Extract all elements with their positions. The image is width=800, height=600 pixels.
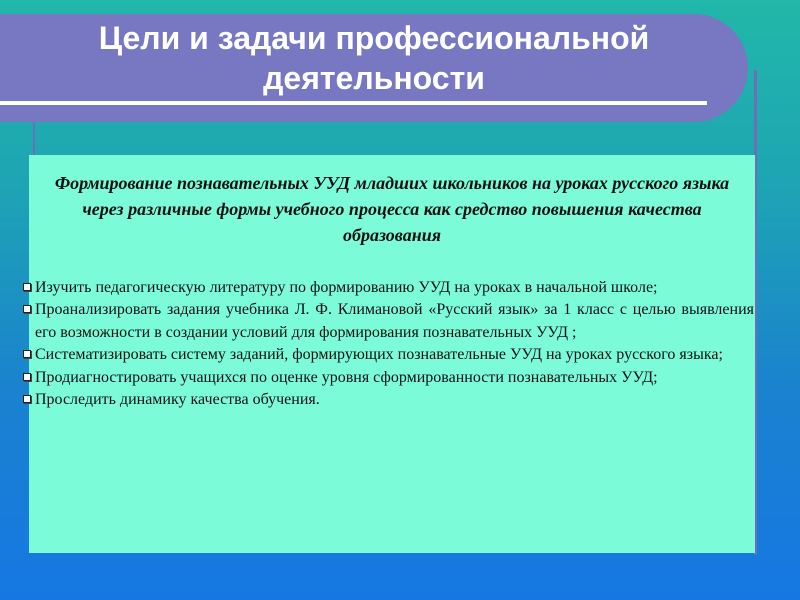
- goal-text: Изучить педагогическую литературу по формированию УУД на уроках в начальной школе;: [35, 279, 658, 296]
- checkbox-square-icon: [23, 283, 31, 291]
- list-item: [22, 367, 754, 389]
- topic-subtitle: Формирование познавательных УУД младших школьников на уроках русского языка через различные формы учебного процесса как средство повышения качества образования: [54, 173, 730, 245]
- goal-text: Проследить динамику качества обучения.: [35, 391, 320, 409]
- checkbox-square-icon: [23, 305, 31, 313]
- list-item: [22, 389, 754, 411]
- checkbox-square-icon: [23, 395, 31, 403]
- goal-text: Систематизировать систему заданий, формирующих познавательные УУД на уроках русского языка;: [35, 346, 723, 364]
- goals-list: [22, 277, 754, 411]
- list-item: [22, 299, 754, 344]
- slide-title: Цели и задачи профессиональной деятельности: [98, 20, 650, 96]
- checkbox-square-icon: [23, 373, 31, 381]
- title-underline: [0, 101, 707, 105]
- list-item: [22, 277, 754, 299]
- goal-text: Проанализировать задания учебника Л. Ф. Климановой «Русский язык» за 1 класс с целью выявления его возможности в создании условий для формирования познавательных УУД ;: [35, 301, 754, 341]
- goal-text: Продиагностировать учащихся по оценке уровня сформированности познавательных УУД;: [35, 368, 658, 386]
- list-item: [22, 344, 754, 366]
- checkbox-square-icon: [23, 350, 31, 358]
